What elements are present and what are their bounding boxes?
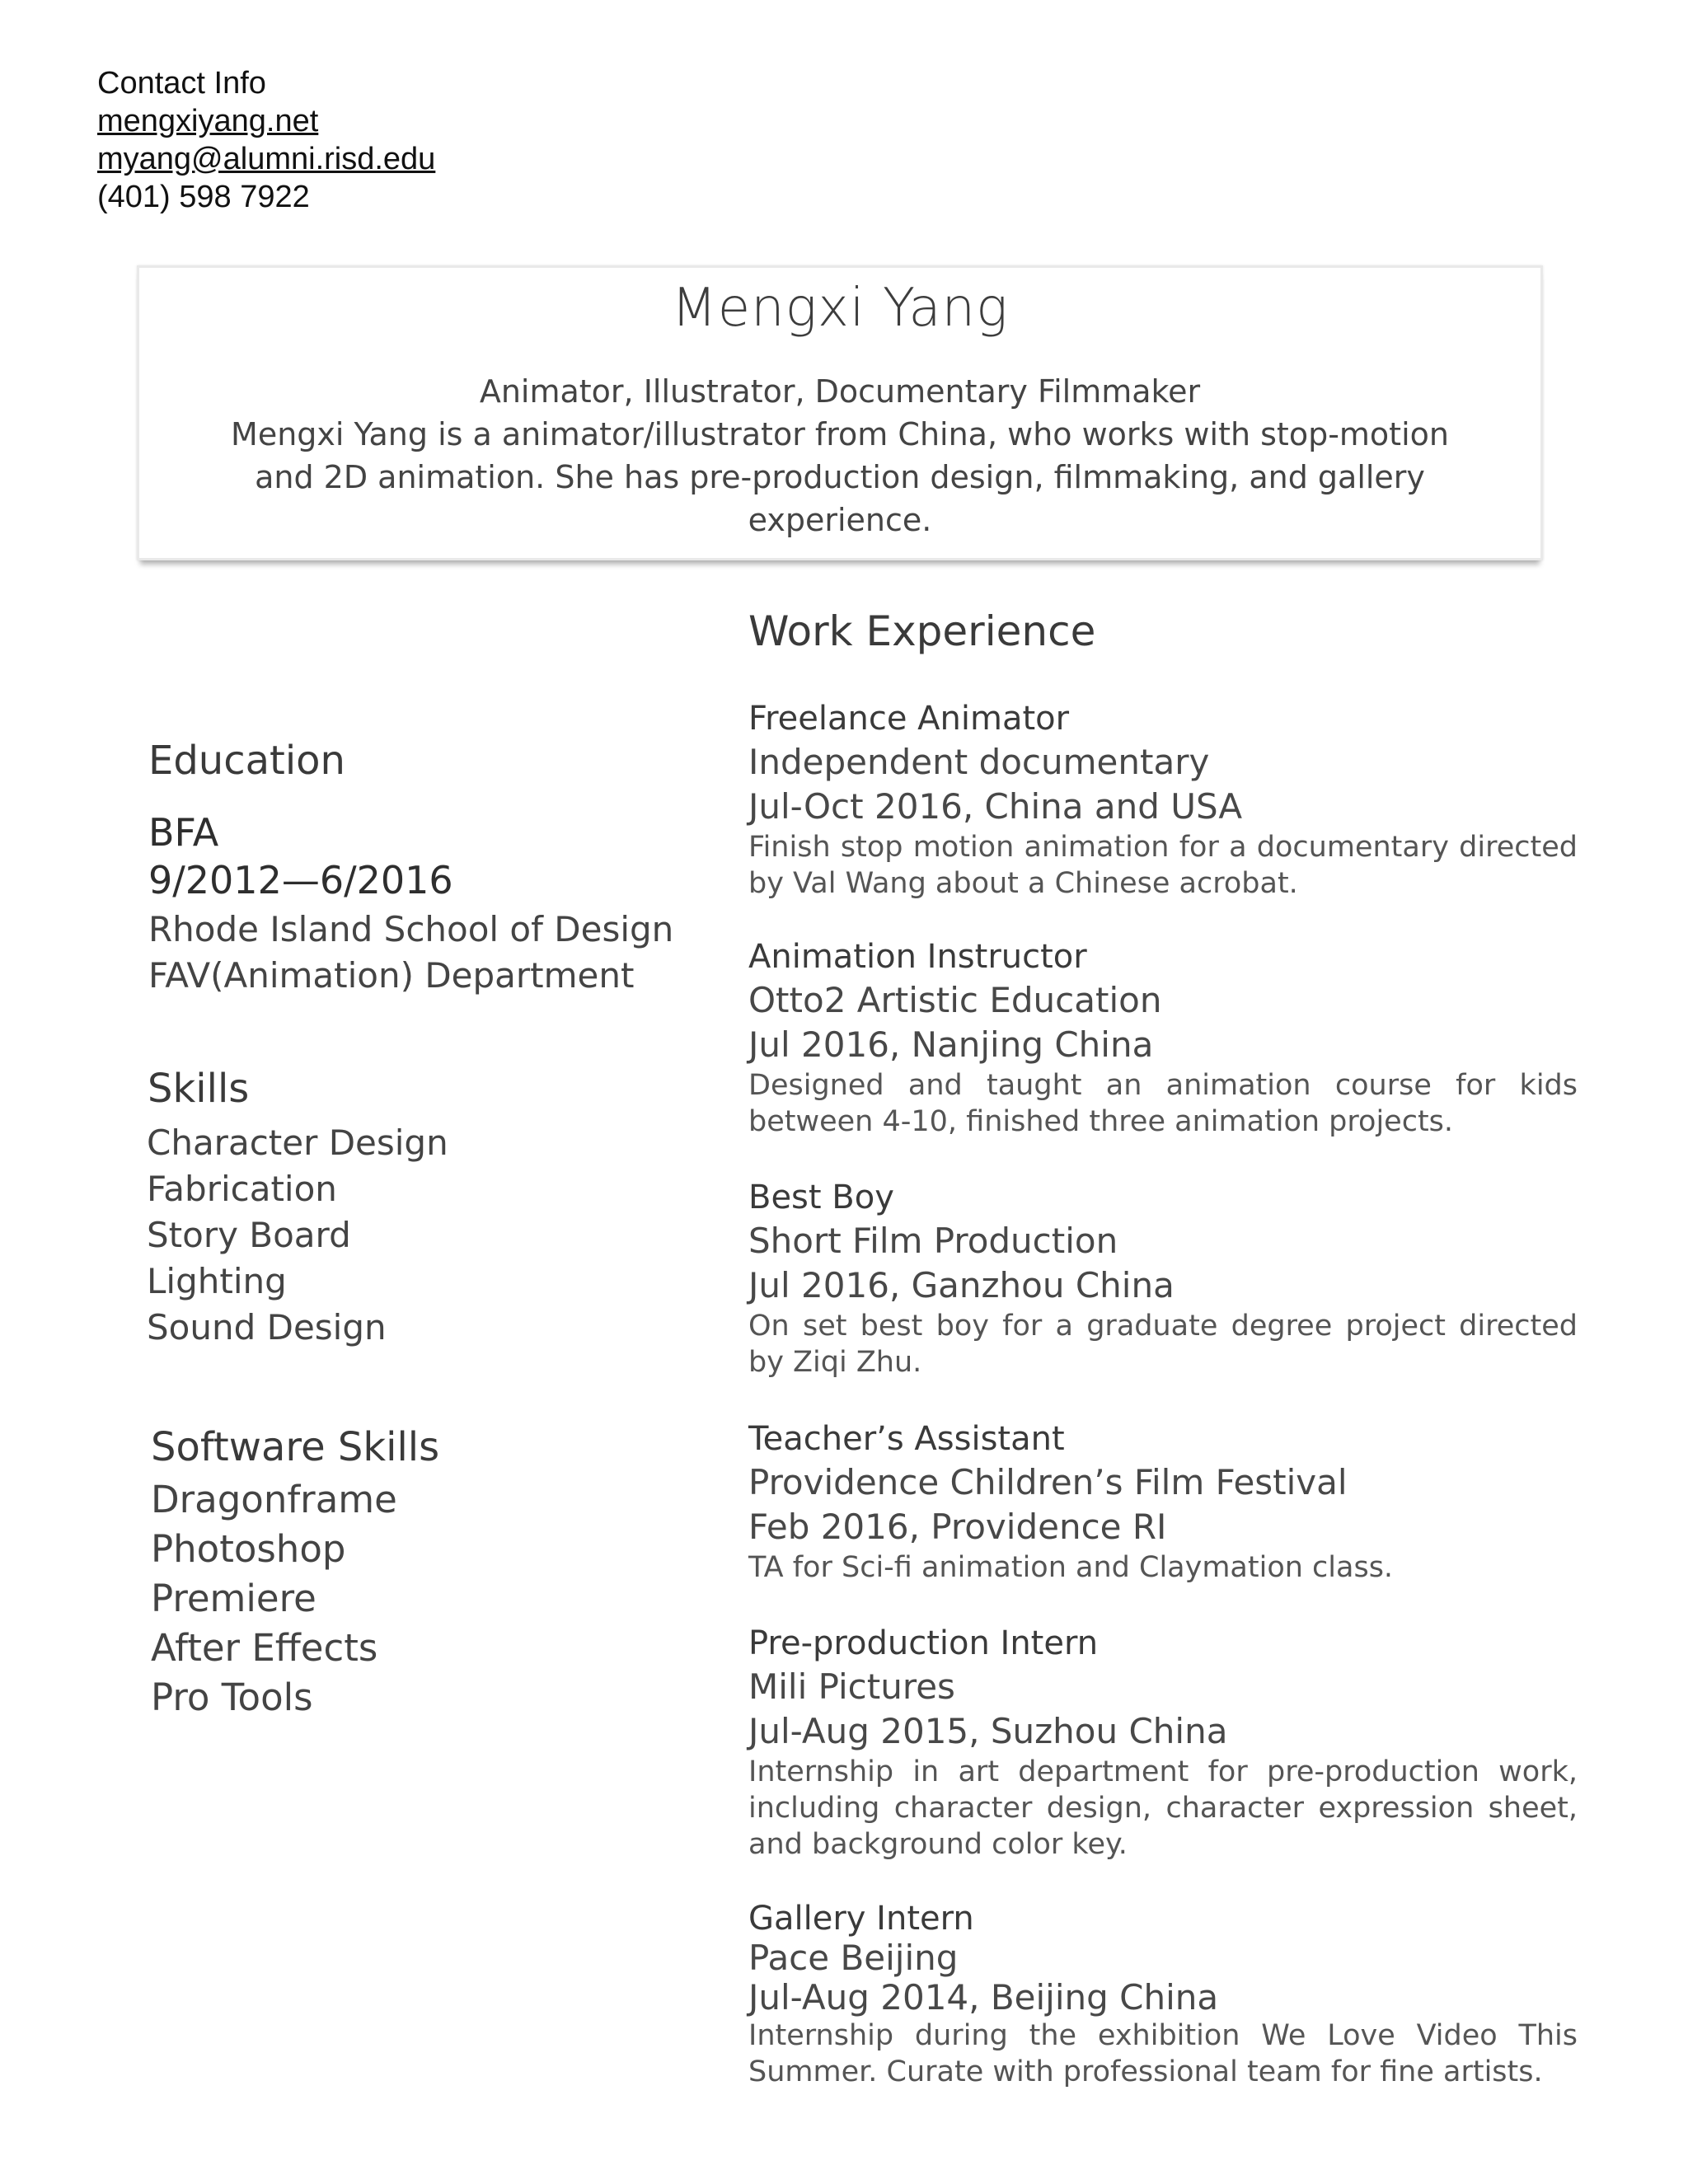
job-entry xyxy=(748,1622,1578,1863)
job-organization: Independent documentary xyxy=(748,742,1210,782)
job-entry xyxy=(748,1418,1578,1586)
job-organization: Short Film Production xyxy=(748,1221,1118,1261)
skill-item: Character Design xyxy=(147,1122,448,1163)
bio-text: Mengxi Yang is a animator/illustrator from China, who works with stop-motion and 2D animation. She has pre-production design, filmmaking, and gallery experience. xyxy=(231,416,1449,538)
degree: BFA xyxy=(148,810,219,855)
education-dates: 9/2012—6/2016 xyxy=(148,858,453,902)
department: FAV(Animation) Department xyxy=(148,955,635,996)
job-role: Gallery Intern xyxy=(748,1900,974,1938)
person-name: Mengxi Yang xyxy=(671,278,1009,339)
job-description: Internship in art department for pre-production work, including character design, character expression sheet, and background color key. xyxy=(748,1755,1578,1861)
job-role: Pre-production Intern xyxy=(748,1624,1099,1662)
tagline: Animator, Illustrator, Documentary Filmmaker xyxy=(479,373,1201,410)
software-item: Pro Tools xyxy=(151,1675,313,1719)
job-organization: Pace Beijing xyxy=(748,1938,959,1978)
software-item: Photoshop xyxy=(151,1527,346,1571)
job-description: On set best boy for a graduate degree project directed by Ziqi Zhu. xyxy=(748,1310,1578,1379)
skill-item: Story Board xyxy=(147,1215,351,1255)
header-card xyxy=(137,265,1543,560)
job-organization: Otto2 Artistic Education xyxy=(748,980,1162,1020)
job-date-location: Jul-Oct 2016, China and USA xyxy=(748,786,1243,827)
job-date-location: Jul-Aug 2014, Beijing China xyxy=(748,1977,1219,2018)
job-entry xyxy=(748,697,1578,902)
job-entry xyxy=(748,1176,1578,1380)
software-item: After Effects xyxy=(151,1626,378,1670)
skill-item: Lighting xyxy=(147,1261,287,1301)
job-organization: Providence Children’s Film Festival xyxy=(748,1462,1348,1502)
job-date-location: Feb 2016, Providence RI xyxy=(748,1507,1167,1547)
work-experience-title: Work Experience xyxy=(748,607,1096,655)
software-item: Premiere xyxy=(151,1577,316,1620)
job-role: Best Boy xyxy=(748,1179,894,1216)
job-description: Finish stop motion animation for a documentary directed by Val Wang about a Chinese acrobat. xyxy=(748,831,1578,900)
email-link[interactable]: myang@alumni.risd.edu xyxy=(97,142,436,176)
job-description: Designed and taught an animation course for kids between 4-10, finished three animation projects. xyxy=(748,1069,1578,1138)
job-date-location: Jul 2016, Ganzhou China xyxy=(748,1265,1175,1305)
job-organization: Mili Pictures xyxy=(748,1666,955,1707)
job-description: TA for Sci-fi animation and Claymation class. xyxy=(748,1551,1394,1584)
skills-title: Skills xyxy=(148,1066,250,1112)
software-skills-title: Software Skills xyxy=(151,1424,440,1470)
skill-item: Fabrication xyxy=(147,1169,337,1209)
job-date-location: Jul-Aug 2015, Suzhou China xyxy=(748,1711,1228,1751)
skill-item: Sound Design xyxy=(147,1307,387,1347)
contact-heading: Contact Info xyxy=(97,66,266,101)
job-role: Animation Instructor xyxy=(748,938,1087,976)
software-item: Dragonframe xyxy=(151,1478,397,1521)
job-entry xyxy=(748,935,1578,1140)
school-name: Rhode Island School of Design xyxy=(148,909,674,949)
phone-number: (401) 598 7922 xyxy=(97,180,310,214)
education-title: Education xyxy=(148,738,345,784)
job-description: Internship during the exhibition We Love Video This Summer. Curate with professional team for fine artists. xyxy=(748,2019,1578,2088)
job-entry xyxy=(748,1899,1578,2090)
job-date-location: Jul 2016, Nanjing China xyxy=(748,1024,1154,1065)
contact-info xyxy=(97,64,435,216)
website-link[interactable]: mengxiyang.net xyxy=(97,104,319,138)
job-role: Teacher’s Assistant xyxy=(748,1420,1065,1458)
job-role: Freelance Animator xyxy=(748,700,1070,738)
